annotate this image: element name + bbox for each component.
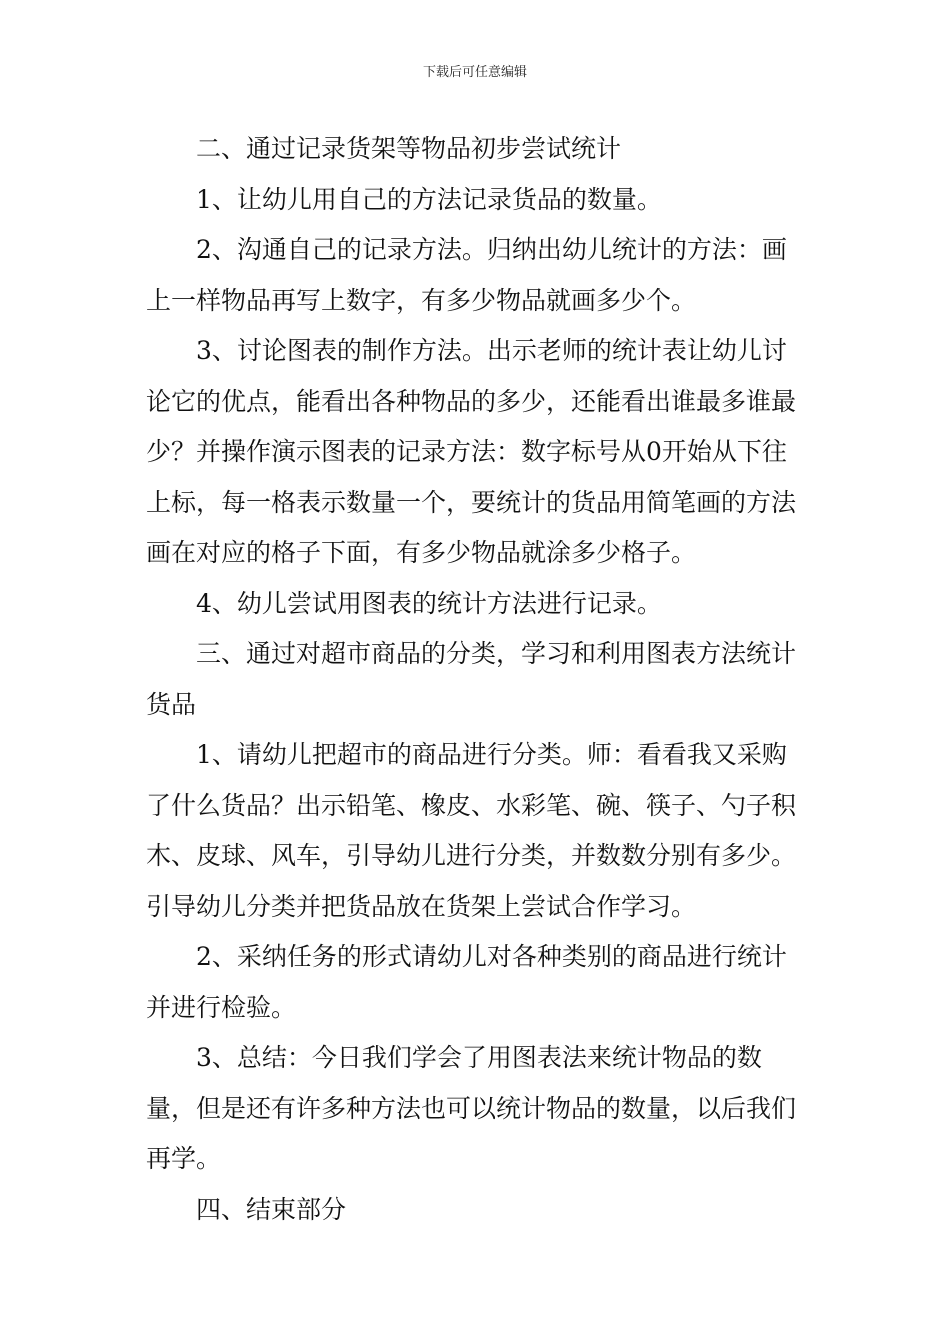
paragraph: 2、采纳任务的形式请幼儿对各种类别的商品进行统计并进行检验。 <box>146 942 787 1022</box>
paragraph: 1、请幼儿把超市的商品进行分类。师：看看我又采购了什么货品？出示铅笔、橡皮、水彩笔、碗、筷子、勺子积木、皮球、风车，引导幼儿进行分类，并数数分别有多少。引导幼儿分类并把货品放在货架上尝试合作学习。 <box>146 740 797 921</box>
page-header: 下载后可任意编辑 <box>422 65 527 80</box>
section-heading-3: 三、通过对超市商品的分类，学习和利用图表方法统计货品 <box>146 639 797 719</box>
paragraph: 2、沟通自己的记录方法。归纳出幼儿统计的方法：画上一样物品再写上数字，有多少物品就画多少个。 <box>146 235 787 315</box>
paragraph: 1、让幼儿用自己的方法记录货品的数量。 <box>196 184 662 214</box>
document-body <box>146 124 810 1235</box>
section-heading-2: 二、通过记录货架等物品初步尝试统计 <box>196 134 622 163</box>
paragraph: 3、总结：今日我们学会了用图表法来统计物品的数量，但是还有许多种方法也可以统计物品的数量，以后我们再学。 <box>146 1043 797 1173</box>
paragraph: 3、讨论图表的制作方法。出示老师的统计表让幼儿讨论它的优点，能看出各种物品的多少，还能看出谁最多谁最少？并操作演示图表的记录方法：数字标号从0开始从下往上标，每一格表示数量一个，要统计的货品用简笔画的方法画在对应的格子下面，有多少物品就涂多少格子。 <box>146 336 797 567</box>
section-heading-4: 四、结束部分 <box>196 1194 347 1224</box>
paragraph: 4、幼儿尝试用图表的统计方法进行记录。 <box>196 588 662 618</box>
